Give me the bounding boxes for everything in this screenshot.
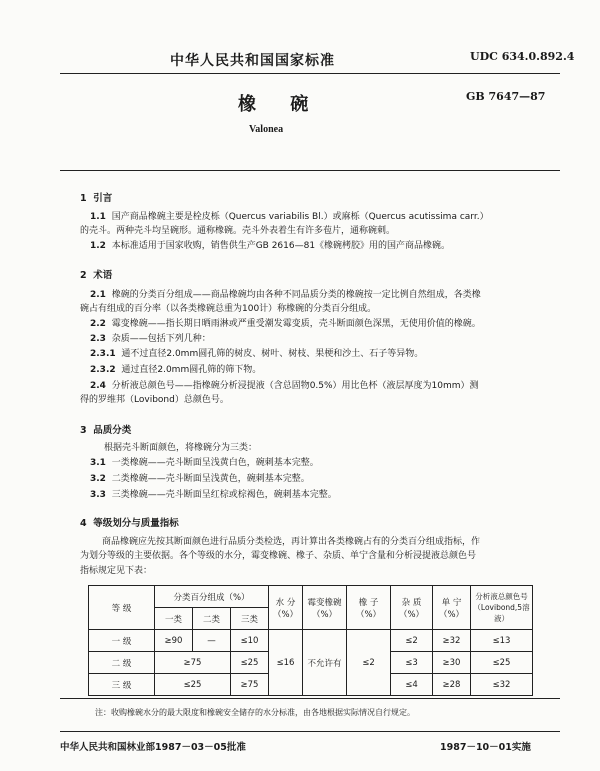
- acorn-cell: ≤2: [347, 630, 391, 696]
- water-cell: ≤16: [269, 630, 303, 696]
- header-acorn: 橡 子 （%）: [347, 586, 391, 630]
- clause-1-1-cont: 的壳斗。两种壳斗均呈碗形。通称橡碗。壳斗外表着生有许多苞片，通称碗刺。: [80, 226, 396, 236]
- tannin-cell: ≥32: [433, 630, 471, 652]
- title-rule: [60, 170, 560, 171]
- section-4-heading: 4 等级划分与质量指标: [80, 518, 179, 529]
- section-4-paragraph-line2: 为划分等级的主要依据。各个等级的水分，霉变橡碗、橡子、杂质、单宁含量和分析浸提液总颜色号: [80, 551, 477, 561]
- tannin-cell: ≥28: [433, 674, 471, 696]
- clause-2-1: 2.1 橡碗的分类百分组成——商品橡碗均由各种不同品质分类的橡碗按一定比例自然组成，各类橡: [90, 290, 481, 300]
- class-1-2-cell: ≥75: [155, 652, 231, 674]
- table-note: 注：收购橡碗水分的最大限度和橡碗安全储存的水分标准，由各地根据实际情况自行规定。: [95, 708, 415, 717]
- header-grade: 等 级: [89, 586, 155, 630]
- grade-cell: 二 级: [89, 652, 155, 674]
- class-1-2-cell: ≤25: [155, 674, 231, 696]
- section-2-heading: 2 术语: [80, 270, 113, 281]
- standard-title: 中华人民共和国国家标准: [170, 53, 335, 69]
- clause-1-1: 1.1 国产商品橡碗主要是栓皮栎（Quercus variabilis Bl.）或麻栎（Quercus acutissima carr.）: [90, 212, 489, 222]
- section-4-paragraph-line1: 商品橡碗应先按其断面颜色进行品质分类检选，再计算出各类橡碗占有的分类百分组成指标，作: [102, 537, 481, 547]
- clause-2-3-1: 2.3.1 通不过直径2.0mm圆孔筛的树皮、树叶、树枝、果梗和沙土、石子等异物。: [90, 349, 424, 359]
- color-cell: ≤13: [471, 630, 533, 652]
- clause-2-4-cont: 得的罗维邦（Lovibond）总颜色号。: [80, 395, 229, 405]
- clause-2-1-cont: 碗占有组成的百分率（以各类橡碗总重为100计）称橡碗的分类百分组成。: [80, 304, 377, 314]
- header-class-2: 二类: [193, 608, 231, 630]
- section-3-heading: 3 品质分类: [80, 425, 132, 436]
- class-3-cell: ≤25: [231, 652, 269, 674]
- udc-code: UDC 634.0.892.4: [470, 50, 575, 63]
- header-rule: [60, 73, 560, 74]
- header-color-number: 分析液总颜色号 （Lovibond,5溶液）: [471, 586, 533, 630]
- clause-3-2: 3.2 二类橡碗——壳斗断面呈浅黄色，碗刺基本完整。: [90, 474, 310, 484]
- color-cell: ≤32: [471, 674, 533, 696]
- english-title: Valonea: [249, 124, 284, 135]
- clause-2-2: 2.2 霉变橡碗——指长期日晒雨淋或严重受潮发霉变质，壳斗断面颜色深黑，无使用价值的橡碗。: [90, 319, 481, 329]
- impurity-cell: ≤2: [391, 630, 433, 652]
- impurity-cell: ≤3: [391, 652, 433, 674]
- class-3-cell: ≤10: [231, 630, 269, 652]
- header-class-1: 一类: [155, 608, 193, 630]
- grade-cell: 三 级: [89, 674, 155, 696]
- moldy-cell: 不允许有: [303, 630, 347, 696]
- clause-2-4: 2.4 分析液总颜色号——指橡碗分析浸提液（含总固物0.5%）用比色杯（液层厚度为10mm）测: [90, 381, 479, 391]
- impurity-cell: ≤4: [391, 674, 433, 696]
- section-1-heading: 1 引言: [80, 193, 113, 204]
- grade-table: [88, 585, 533, 696]
- approval-date: 中华人民共和国林业部1987－03－05批准: [60, 742, 246, 753]
- class-3-cell: ≥75: [231, 674, 269, 696]
- header-moldy: 霉变橡碗 （%）: [303, 586, 347, 630]
- color-cell: ≤25: [471, 652, 533, 674]
- implementation-date: 1987－10－01实施: [440, 742, 531, 753]
- clause-1-2: 1.2 本标准适用于国家收购，销售供生产GB 2616—81《橡碗栲胶》用的国产商品橡碗。: [90, 241, 451, 251]
- clause-3-3: 3.3 三类橡碗——壳斗断面呈红棕或棕褐色，碗刺基本完整。: [90, 490, 337, 500]
- grade-cell: 一 级: [89, 630, 155, 652]
- section-3-intro: 根据壳斗断面颜色，将橡碗分为三类：: [104, 443, 258, 453]
- header-class-3: 三类: [231, 608, 269, 630]
- class-1-cell: ≥90: [155, 630, 193, 652]
- table-row: [89, 630, 533, 652]
- header-impurity: 杂 质 （%）: [391, 586, 433, 630]
- document-title: 橡 碗: [238, 94, 323, 115]
- class-2-cell: —: [193, 630, 231, 652]
- note-rule: [60, 698, 560, 699]
- clause-2-3-2: 2.3.2 通过直径2.0mm圆孔筛的筛下物。: [90, 365, 262, 375]
- gb-code: GB 7647—87: [466, 90, 546, 103]
- header-water: 水 分 （%）: [269, 586, 303, 630]
- header-class-composition: 分类百分组成（%）: [155, 586, 269, 608]
- section-4-paragraph-line3: 指标规定见下表：: [80, 566, 153, 576]
- clause-3-1: 3.1 一类橡碗——壳斗断面呈浅黄白色，碗刺基本完整。: [90, 458, 319, 468]
- footer-rule: [60, 731, 560, 732]
- header-tannin: 单 宁 （%）: [433, 586, 471, 630]
- tannin-cell: ≥30: [433, 652, 471, 674]
- clause-2-3: 2.3 杂质——包括下列几种：: [90, 334, 211, 344]
